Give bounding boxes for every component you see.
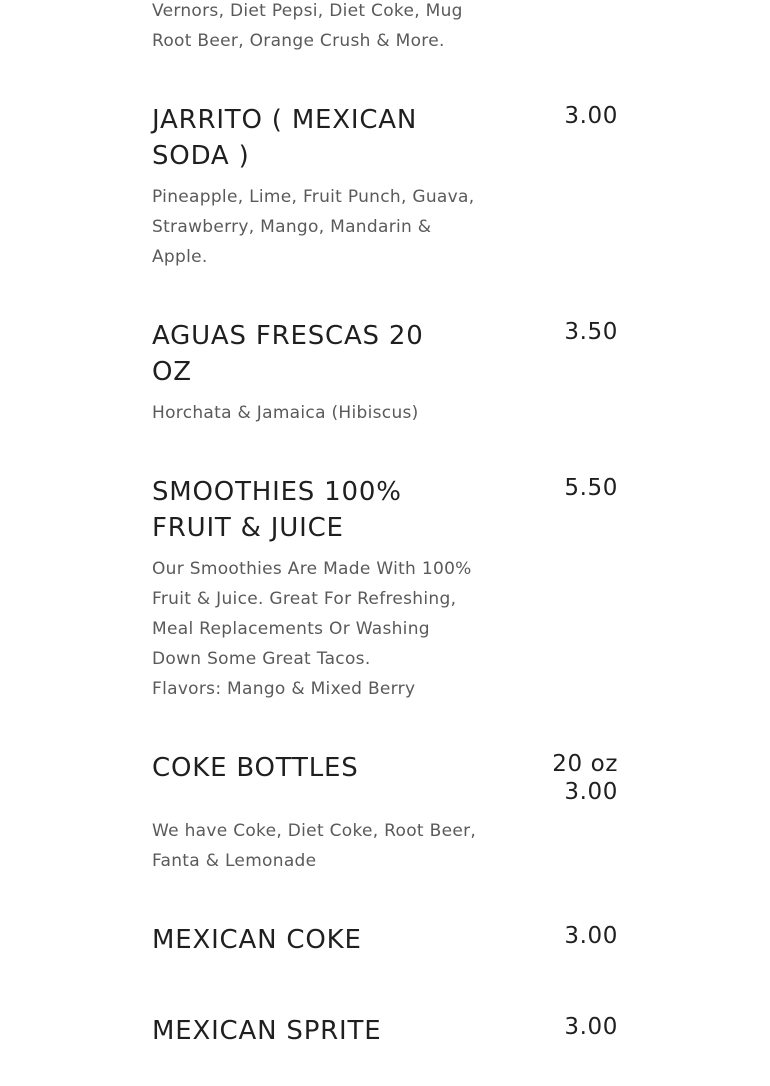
item-name-line: OZ — [152, 357, 192, 387]
item-name-line: MEXICAN COKE — [152, 925, 362, 955]
item-name-line: JARRITO ( MEXICAN — [152, 105, 418, 135]
item-name-line: COKE BOTTLES — [152, 753, 359, 783]
description-line: Meal Replacements Or Washing — [152, 619, 430, 639]
item-price — [564, 102, 618, 130]
price-line: 3.00 — [564, 103, 618, 129]
item-price — [552, 750, 618, 806]
price-line: 3.00 — [564, 779, 618, 805]
item-name-line: AGUAS FRESCAS 20 — [152, 321, 424, 351]
description-line: We have Coke, Diet Coke, Root Beer, — [152, 821, 477, 841]
price-line: 5.50 — [564, 475, 618, 501]
description-line: Pineapple, Lime, Fruit Punch, Guava, — [152, 187, 475, 207]
price-size-line: 20 oz — [552, 751, 618, 777]
item-name-line: SODA ) — [152, 141, 250, 171]
item-price — [564, 922, 618, 950]
item-name-line: SMOOTHIES 100% — [152, 477, 402, 507]
item-name — [152, 474, 452, 546]
description-line: Fanta & Lemonade — [152, 851, 317, 871]
item-description — [152, 816, 492, 876]
description-line: Root Beer, Orange Crush & More. — [152, 31, 445, 51]
price-line: 3.50 — [564, 319, 618, 345]
price-line: 3.00 — [564, 923, 618, 949]
description-line: Apple. — [152, 247, 208, 267]
item-description — [152, 0, 492, 56]
description-line: Horchata & Jamaica (Hibiscus) — [152, 403, 419, 423]
item-name — [152, 750, 452, 786]
item-name — [152, 1013, 452, 1049]
description-line: Fruit & Juice. Great For Refreshing, — [152, 589, 457, 609]
description-line: Our Smoothies Are Made With 100% — [152, 559, 472, 579]
price-line: 3.00 — [564, 1014, 618, 1040]
item-price — [564, 474, 618, 502]
item-description — [152, 398, 492, 428]
item-name — [152, 102, 452, 174]
item-description — [152, 182, 492, 272]
item-name-line: FRUIT & JUICE — [152, 513, 344, 543]
description-line: Vernors, Diet Pepsi, Diet Coke, Mug — [152, 1, 463, 21]
description-line: Strawberry, Mango, Mandarin & — [152, 217, 432, 237]
item-price — [564, 1013, 618, 1041]
item-name — [152, 922, 452, 958]
item-description — [152, 554, 492, 704]
description-line: Down Some Great Tacos. — [152, 649, 371, 669]
item-price — [564, 318, 618, 346]
item-name — [152, 318, 452, 390]
item-name-line: MEXICAN SPRITE — [152, 1016, 382, 1046]
description-line: Flavors: Mango & Mixed Berry — [152, 679, 416, 699]
